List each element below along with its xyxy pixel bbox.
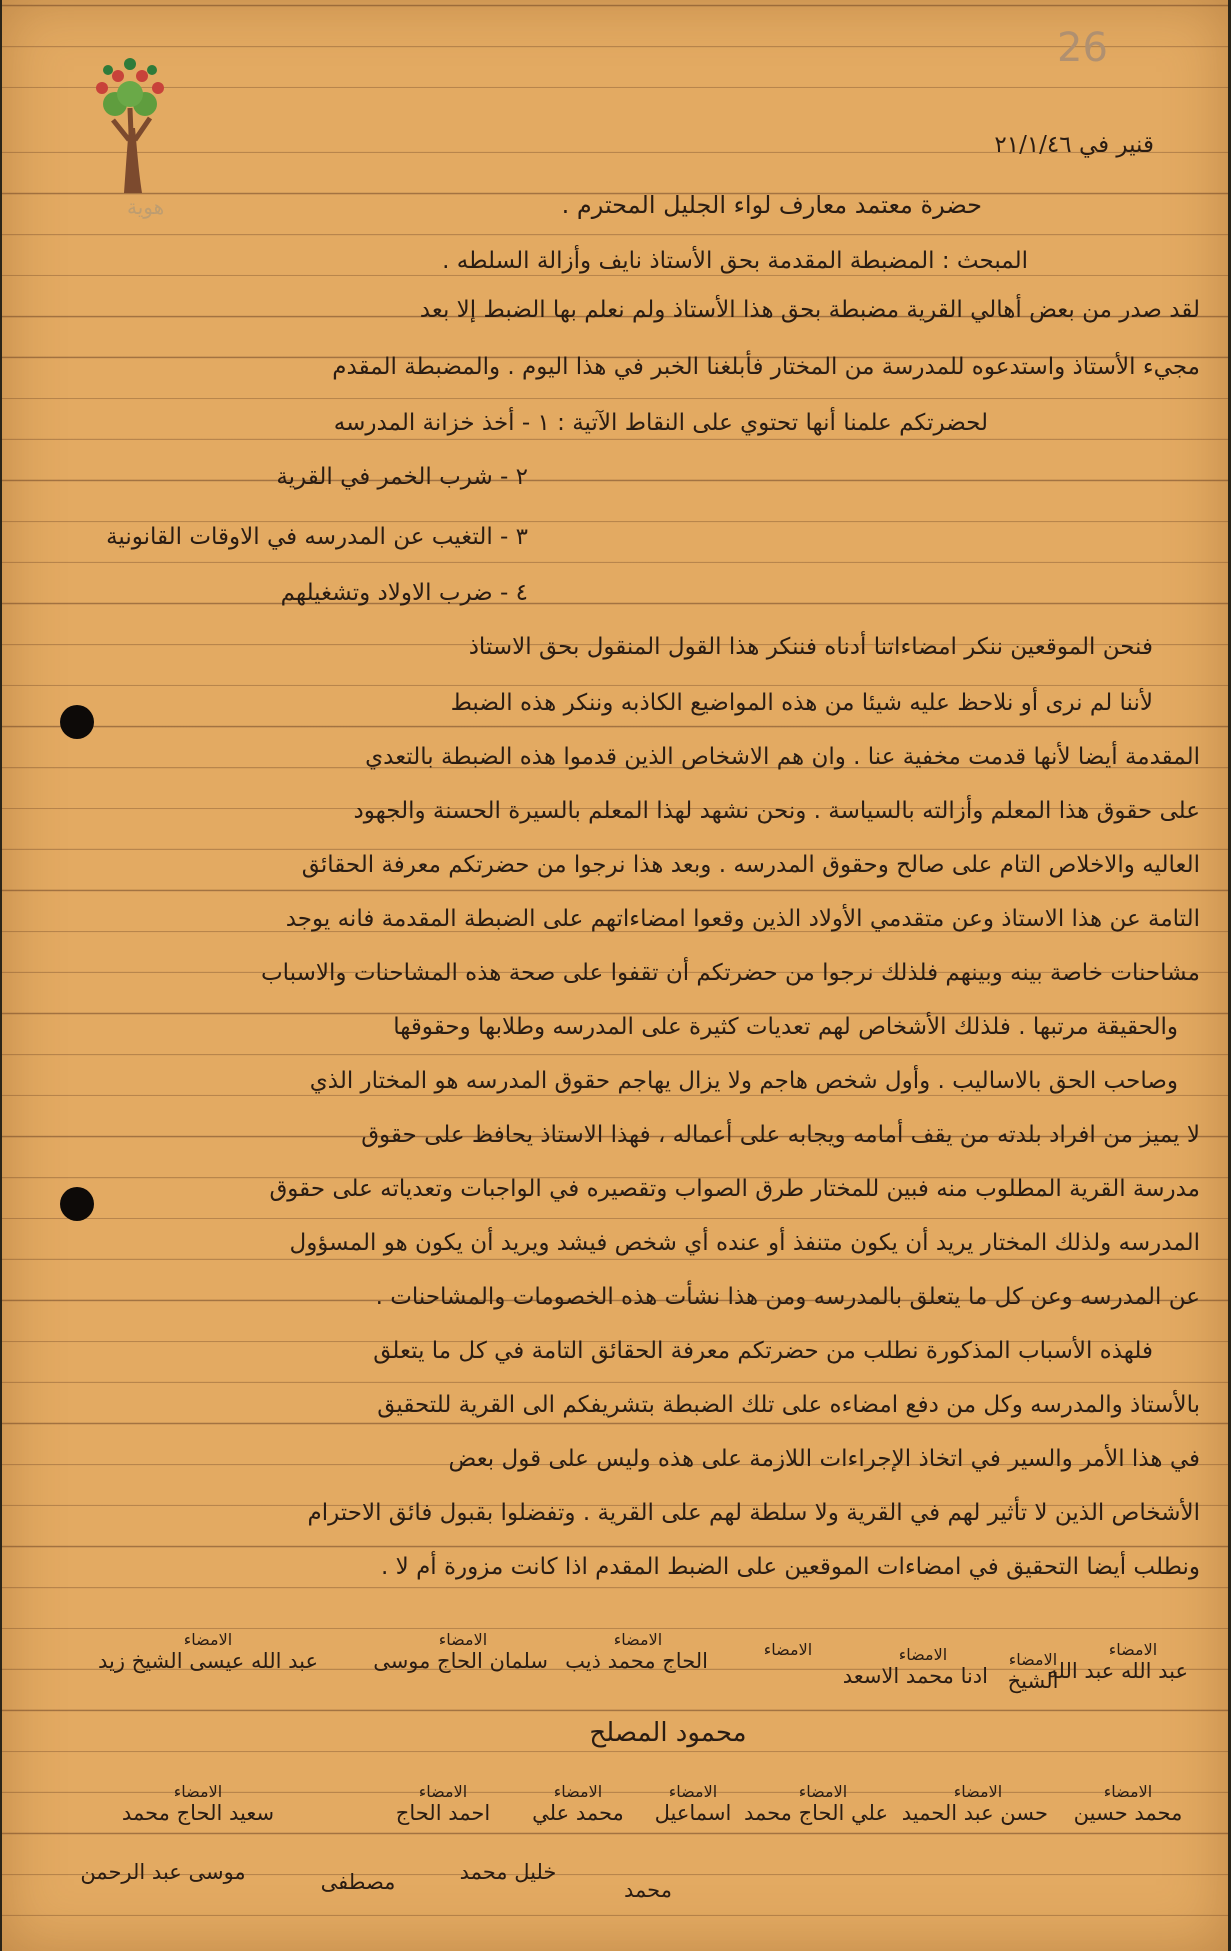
body-line: لقد صدر من بعض أهالي القرية مضبطة بحق هذا الأستاذ ولم نعلم بها الضبط إلا بعد	[419, 297, 1200, 323]
signature-block: الامضاء علي الحاج محمد	[743, 1782, 888, 1825]
body-line: والحقيقة مرتبها . فلذلك الأشخاص لهم تعديات كثيرة على المدرسه وطلابها وحقوقها	[393, 1014, 1178, 1040]
signature-block: الامضاء عبد الله عيسى الشيخ زيد	[97, 1630, 318, 1673]
body-line: عن المدرسه وعن كل ما يتعلق بالمدرسه ومن هذا نشأت هذه الخصومات والمشاحنات .	[375, 1284, 1200, 1310]
signature-block: محمود المصلح	[589, 1718, 747, 1748]
body-line: التامة عن هذا الاستاذ وعن متقدمي الأولاد الذين وقعوا امضاءاتهم على الضبطة المقدمة فانه يوجد	[285, 906, 1200, 932]
body-line: مجيء الأستاذ واستدعوه للمدرسة من المختار فأبلغنا الخبر في هذا اليوم . والمضبطة المقدم	[332, 354, 1200, 380]
signature-block: محمد	[624, 1878, 672, 1902]
signature-block: الامضاء اسماعيل	[654, 1782, 732, 1825]
salutation: حضرة معتمد معارف لواء الجليل المحترم .	[561, 191, 982, 219]
date-line: قنير في ٢١/١/٤٦	[994, 132, 1154, 158]
punch-hole	[60, 1187, 94, 1221]
point-item: ٣ - التغيب عن المدرسه في الاوقات القانونية	[106, 524, 528, 550]
body-line: لأننا لم نرى أو نلاحظ عليه شيئا من هذه المواضيع الكاذبه وننكر هذه الضبط	[450, 690, 1153, 716]
body-line: في هذا الأمر والسير في اتخاذ الإجراءات اللازمة على هذه وليس على قول بعض	[448, 1446, 1200, 1472]
subject-line: المبحث : المضبطة المقدمة بحق الأستاذ نايف وأزالة السلطه .	[442, 248, 1028, 274]
point-item: ٢ - شرب الخمر في القرية	[276, 464, 528, 490]
body-line: فلهذه الأسباب المذكورة نطلب من حضرتكم معرفة الحقائق التامة في كل ما يتعلق	[373, 1338, 1153, 1364]
body-line: مدرسة القرية المطلوب منه فبين للمختار طرق الصواب وتقصيره في الواجبات وتعدياته على حقوق	[269, 1176, 1200, 1202]
body-line: العاليه والاخلاص التام على صالح وحقوق المدرسه . وبعد هذا نرجوا من حضرتكم معرفة الحقائق	[301, 852, 1200, 878]
signature-block: موسى عبد الرحمن	[80, 1860, 246, 1884]
signature-block: الامضاء سعيد الحاج محمد	[121, 1782, 275, 1825]
signature-block: الامضاء عبد الله عبد الله	[1047, 1640, 1188, 1683]
body-line: المقدمة أيضا لأنها قدمت مخفية عنا . وان هم الاشخاص الذين قدموا هذه الضبطة بالتعدي	[365, 744, 1200, 770]
signature-block: الامضاء حسن عبد الحميد	[901, 1782, 1048, 1825]
point-item: ٤ - ضرب الاولاد وتشغيلهم	[280, 580, 528, 606]
document-page	[2, 0, 1228, 1951]
body-line: ونطلب أيضا التحقيق في امضاءات الموقعين على الضبط المقدم اذا كانت مزورة أم لا .	[381, 1554, 1200, 1580]
signature-block: الامضاء الشيخ	[1007, 1650, 1059, 1693]
signature-block: الامضاء الحاج محمد ذيب	[565, 1630, 708, 1673]
signature-block: خليل محمد	[459, 1860, 557, 1884]
body-line: المدرسه ولذلك المختار يريد أن يكون متنفذ أو عنده أي شخص فيشد ويريد أن يكون هو المسؤول	[289, 1230, 1200, 1256]
body-line: لا يميز من افراد بلدته من يقف أمامه ويجابه على أعماله ، فهذا الاستاذ يحافظ على حقوق	[361, 1122, 1200, 1148]
signature-block: الامضاء احمد الحاج	[395, 1782, 491, 1825]
signature-block: الامضاء محمد علي	[532, 1782, 624, 1825]
body-line: بالأستاذ والمدرسه وكل من دفع امضاءه على تلك الضبطة بتشريفكم الى القرية للتحقيق	[377, 1392, 1200, 1418]
body-line: الأشخاص الذين لا تأثير لهم في القرية ولا سلطة لهم على القرية . وتفضلوا بقبول فائق الاحترام	[307, 1500, 1200, 1526]
body-line: لحضرتكم علمنا أنها تحتوي على النقاط الآتية : ١ - أخذ خزانة المدرسه	[333, 410, 988, 436]
signature-block: الامضاء سلمان الحاج موسى	[373, 1630, 548, 1673]
signature-block: الامضاء	[763, 1640, 813, 1659]
signature-block: الامضاء ادنا محمد الاسعد	[842, 1645, 988, 1688]
tree-logo-icon	[80, 48, 180, 198]
body-line: مشاحنات خاصة بينه وبينهم فلذلك نرجوا من حضرتكم أن تقفوا على صحة هذه المشاحنات والاسباب	[261, 960, 1200, 986]
body-line: فنحن الموقعين ننكر امضاءاتنا أدناه فننكر هذا القول المنقول بحق الاستاذ	[468, 634, 1153, 660]
body-line: على حقوق هذا المعلم وأزالته بالسياسة . ونحن نشهد لهذا المعلم بالسيرة الحسنة والجهود	[353, 798, 1200, 824]
punch-hole	[60, 705, 94, 739]
page-number: 26	[1057, 25, 1108, 71]
logo-caption: هوية	[127, 195, 165, 219]
signature-block: الامضاء محمد حسين	[1073, 1782, 1183, 1825]
body-line: وصاحب الحق بالاساليب . وأول شخص هاجم ولا يزال يهاجم حقوق المدرسه هو المختار الذي	[309, 1068, 1178, 1094]
signature-block: مصطفى	[320, 1870, 396, 1894]
